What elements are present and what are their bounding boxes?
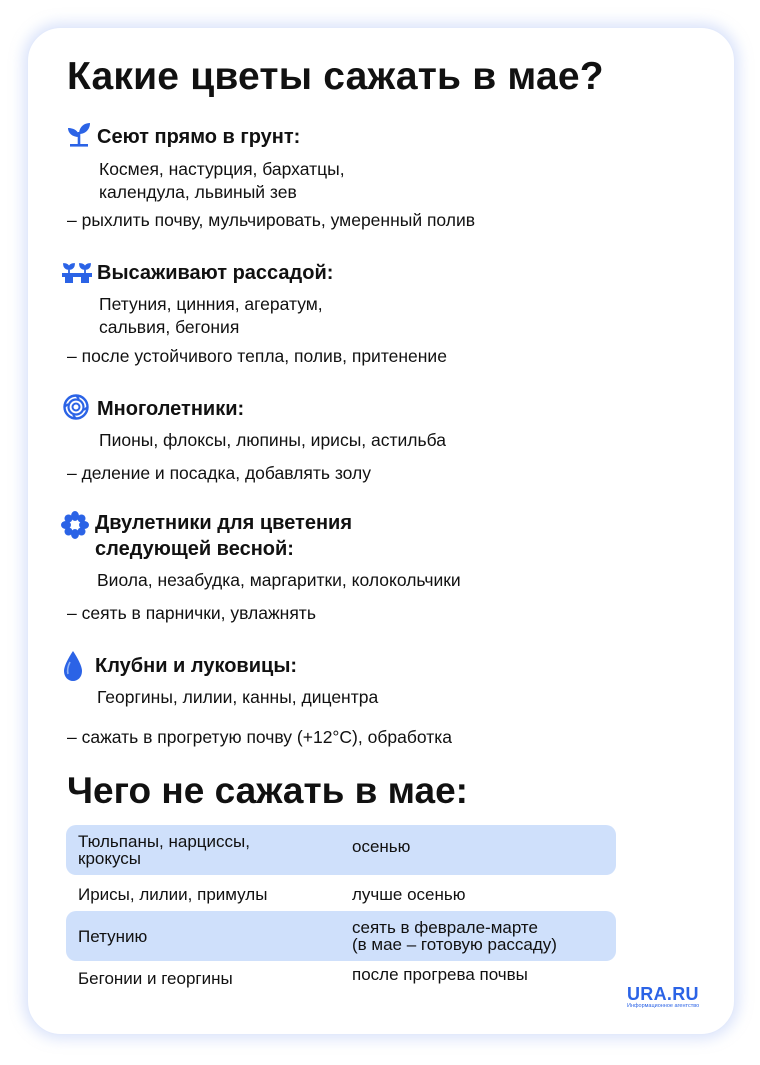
care-note: – сажать в прогретую почву (+12°C), обработка bbox=[67, 727, 452, 747]
care-note: – сеять в парнички, увлажнять bbox=[67, 603, 316, 623]
timing-cell: лучше осенью bbox=[352, 884, 466, 904]
section-heading: Двулетники для цветения следующей весной: bbox=[95, 512, 353, 560]
section-heading: Многолетники: bbox=[97, 398, 245, 420]
section-heading: Сеют прямо в грунт: bbox=[97, 126, 301, 148]
care-note: – рыхлить почву, мульчировать, умеренный полив bbox=[67, 210, 476, 230]
plant-list: Виола, незабудка, маргаритки, колокольчики bbox=[97, 570, 461, 590]
plant-list: Георгины, лилии, канны, дицентра bbox=[97, 687, 379, 707]
section-heading: Клубни и луковицы: bbox=[95, 655, 298, 677]
seedling-tray-icon bbox=[61, 260, 93, 286]
care-note: – деление и посадка, добавлять золу bbox=[67, 463, 371, 483]
rose-icon bbox=[63, 394, 89, 420]
flower-icon bbox=[61, 511, 89, 539]
section-subtitle: Чего не сажать в мае: bbox=[67, 770, 468, 811]
plant-cell: Бегонии и георгины bbox=[78, 968, 233, 988]
sprout-icon bbox=[66, 121, 92, 147]
plant-cell: Петунию bbox=[78, 926, 148, 946]
bulb-drop-icon bbox=[62, 650, 84, 682]
plant-list: Космея, настурция, бархатцы, календула, львиный зев bbox=[99, 159, 345, 202]
plant-list: Пионы, флоксы, люпины, ирисы, астильба bbox=[99, 430, 446, 450]
timing-cell: осенью bbox=[352, 836, 411, 856]
table-row bbox=[66, 825, 616, 875]
plant-list: Петуния, цинния, агератум, сальвия, бегония bbox=[99, 294, 323, 337]
timing-cell: сеять в феврале-марте (в мае – готовую рассаду) bbox=[352, 918, 557, 954]
plant-cell: Ирисы, лилии, примулы bbox=[78, 884, 268, 904]
care-note: – после устойчивого тепла, полив, притенение bbox=[67, 346, 447, 366]
section-heading: Высаживают рассадой: bbox=[97, 262, 334, 284]
table-row bbox=[66, 953, 616, 1003]
plant-cell: Тюльпаны, нарциссы, крокусы bbox=[78, 832, 250, 868]
ura-ru-logo[interactable]: URA.RU Информационное агентство bbox=[627, 984, 700, 1009]
page-title: Какие цветы сажать в мае? bbox=[67, 55, 604, 98]
timing-cell: после прогрева почвы bbox=[352, 964, 528, 984]
do-not-plant-table bbox=[66, 825, 616, 1003]
